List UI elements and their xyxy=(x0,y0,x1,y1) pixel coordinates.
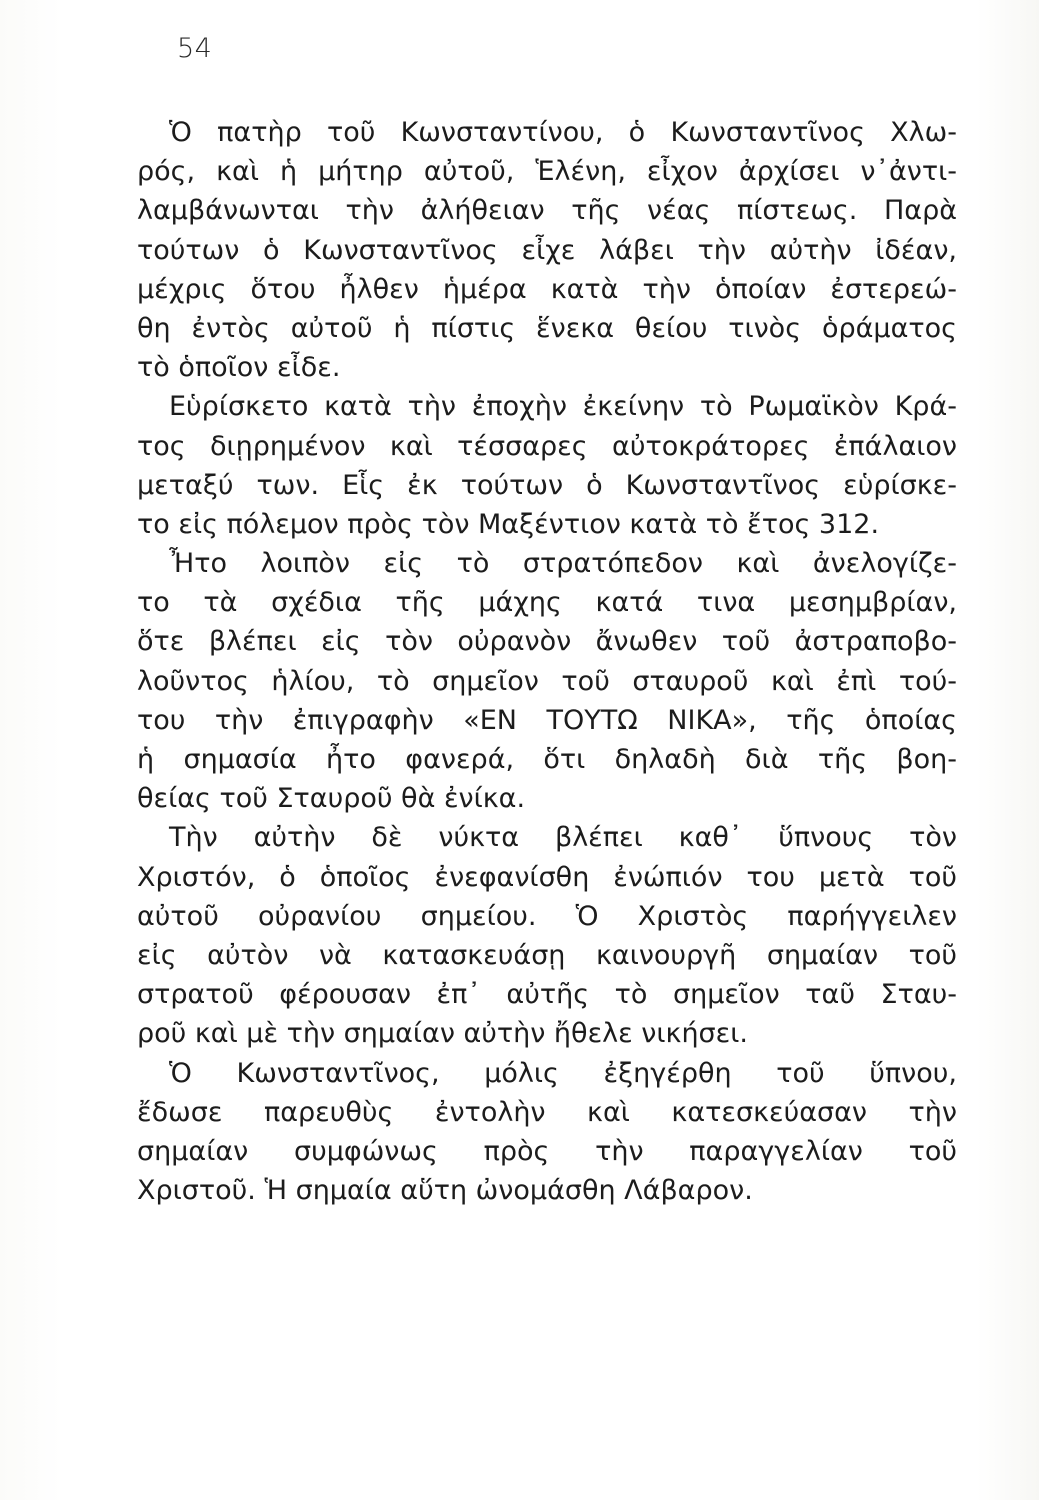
text-line: Χριστόν, ὁ ὁποῖος ἐνεφανίσθη ἐνώπιόν του μετὰ τοῦ xyxy=(137,861,957,893)
text-line: Ἦτο λοιπὸν εἰς τὸ στρατόπεδον καὶ ἀνελογίζε- xyxy=(169,548,957,580)
paragraph-3 xyxy=(137,544,957,818)
text-line: εἰς αὐτὸν νὰ κατασκευάσῃ καινουργῆ σημαίαν τοῦ xyxy=(137,939,957,971)
text-line: Τὴν αὐτὴν δὲ νύκτα βλέπει καθ᾽ ὕπνους τὸν xyxy=(169,822,957,854)
paragraph-2 xyxy=(137,387,957,544)
text-line: θη ἐντὸς αὐτοῦ ἡ πίστις ἕνεκα θείου τινὸς ὁράματος xyxy=(137,312,957,344)
text-line: το εἰς πόλεμον πρὸς τὸν Μαξέντιον κατὰ τὸ ἔτος 312. xyxy=(137,508,880,540)
text-line: μέχρις ὅτου ἦλθεν ἡμέρα κατὰ τὴν ὁποίαν ἐστερεώ- xyxy=(137,273,957,305)
text-line: θείας τοῦ Σταυροῦ θὰ ἐνίκα. xyxy=(137,783,526,815)
text-line: Χριστοῦ. Ἡ σημαία αὕτη ὠνομάσθη Λάβαρον. xyxy=(137,1175,753,1207)
text-line: στρατοῦ φέρουσαν ἐπ᾽ αὐτῆς τὸ σημεῖον ταῦ Σταυ- xyxy=(137,979,957,1011)
text-line: λοῦντος ἡλίου, τὸ σημεῖον τοῦ σταυροῦ καὶ ἐπὶ τού- xyxy=(137,665,957,697)
text-line: τος διῃρημένον καὶ τέσσαρες αὐτοκράτορες ἐπάλαιον xyxy=(137,430,957,462)
text-line: ἔδωσε παρευθὺς ἐντολὴν καὶ κατεσκεύασαν τὴν xyxy=(137,1096,957,1128)
page-number: 54 xyxy=(177,33,213,64)
text-line: ροῦ καὶ μὲ τὴν σημαίαν αὐτὴν ἤθελε νικήσει. xyxy=(137,1018,748,1050)
text-line: Ὁ πατὴρ τοῦ Κωνσταντίνου, ὁ Κωνσταντῖνος Χλω- xyxy=(169,117,957,148)
paragraph-4 xyxy=(137,818,957,1053)
text-line: του τὴν ἐπιγραφὴν «ΕΝ ΤΟΥΤΩ ΝΙΚΑ», τῆς ὁποίας xyxy=(137,704,957,736)
text-line: τούτων ὁ Κωνσταντῖνος εἶχε λάβει τὴν αὐτὴν ἰδέαν, xyxy=(137,234,957,266)
text-line: ἡ σημασία ἦτο φανερά, ὅτι δηλαδὴ διὰ τῆς βοη- xyxy=(137,744,957,775)
paragraph-1 xyxy=(137,113,957,387)
text-line: σημαίαν συμφώνως πρὸς τὴν παραγγελίαν τοῦ xyxy=(137,1135,957,1167)
text-line: το τὰ σχέδια τῆς μάχης κατά τινα μεσημβρίαν, xyxy=(137,587,957,619)
paragraph-5 xyxy=(137,1054,957,1211)
text-line: ὅτε βλέπει εἰς τὸν οὐρανὸν ἄνωθεν τοῦ ἀστραποβο- xyxy=(137,626,957,658)
text-line: τὸ ὁποῖον εἶδε. xyxy=(137,352,341,384)
text-line: Εὑρίσκετο κατὰ τὴν ἐποχὴν ἐκείνην τὸ Ρωμαϊκὸν Κρά- xyxy=(169,391,957,423)
text-line: αὐτοῦ οὐρανίου σημείου. Ὁ Χριστὸς παρήγγειλεν xyxy=(137,900,957,932)
text-line: Ὁ Κωνσταντῖνος, μόλις ἐξηγέρθη τοῦ ὕπνου, xyxy=(169,1057,957,1089)
text-line: μεταξύ των. Εἷς ἐκ τούτων ὁ Κωνσταντῖνος εὑρίσκε- xyxy=(137,469,957,501)
text-line: ρός, καὶ ἡ μήτηρ αὐτοῦ, Ἑλένη, εἶχον ἀρχίσει ν᾽ἀντι- xyxy=(137,156,957,188)
text-line: λαμβάνωνται τὴν ἀλήθειαν τῆς νέας πίστεως. Παρὰ xyxy=(137,195,957,227)
body-text xyxy=(137,113,957,1210)
